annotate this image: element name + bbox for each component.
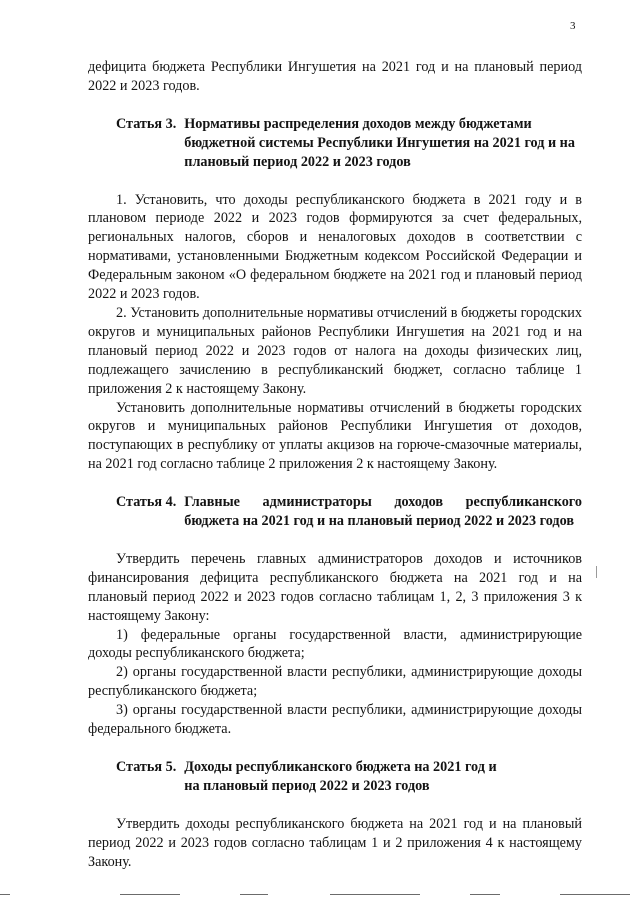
article-3-heading: [88, 115, 582, 172]
article-title: Нормативы распределения доходов между бюджетами бюджетной системы Республики Ингушетия на 2021 год и на плановый период 2022 и 2023 годов: [184, 115, 575, 170]
article-3-paragraph-1: 1. Установить, что доходы республиканского бюджета в 2021 году и в плановом периоде 2022 и 2023 годов формируются за счет федеральных, региональных налогов, сборов и неналоговых доходов в соответствии с нормативами, установленными Бюджетным кодексом Российской Федерации и Федеральным законом «О федеральном бюджете на 2021 год и плановый период 2022 и 2023 годов.: [88, 191, 582, 303]
article-3-paragraph-3: Установить дополнительные нормативы отчислений в бюджеты городских округов и муниципальных районов Республики Ингушетия от доходов, поступающих в республику от уплаты акцизов на горюче-смазочные материалы, на 2021 год согласно таблице 2 приложения 2 к настоящему Закону.: [88, 399, 582, 473]
article-4-heading: [88, 493, 582, 531]
article-4-list-item-2: 2) органы государственной власти республики, администрирующие доходы республиканского бюджета;: [88, 664, 582, 700]
intro-paragraph: дефицита бюджета Республики Ингушетия на 2021 год и на плановый период 2022 и 2023 годов.: [88, 59, 582, 94]
page-number: 3: [570, 20, 576, 32]
scan-margin-mark: [596, 566, 597, 578]
article-4-paragraph-1: Утвердить перечень главных администраторов доходов и источников финансирования дефицита республиканского бюджета на 2021 год и на плановый период 2022 и 2023 годов согласно таблицам 1, 2, 3 приложения 3 к настоящему Закону:: [88, 550, 582, 624]
article-5-heading: [88, 758, 582, 796]
article-title: Доходы республиканского бюджета на 2021 год и на плановый период 2022 и 2023 годов: [184, 759, 497, 794]
article-label: Статья 4.: [116, 494, 177, 511]
article-5-paragraph-1: Утвердить доходы республиканского бюджета на 2021 год и на плановый период 2022 и 2023 годов согласно таблицам 1 и 2 приложения 4 к настоящему Закону.: [88, 815, 582, 870]
article-title: Главные администраторы доходов республиканского бюджета на 2021 год и на плановый период 2022 и 2023 годов: [184, 494, 582, 530]
article-label: Статья 5.: [116, 759, 177, 775]
document-body: [88, 58, 582, 872]
article-4-list-item-3: 3) органы государственной власти республики, администрирующие доходы федерального бюджета.: [88, 702, 582, 738]
scan-bottom-artifact: [0, 894, 640, 898]
article-4-list-item-1: 1) федеральные органы государственной власти, администрирующие доходы республиканского бюджета;: [88, 626, 582, 662]
article-label: Статья 3.: [116, 115, 177, 132]
article-3-paragraph-2: 2. Установить дополнительные нормативы отчислений в бюджеты городских округов и муниципальных районов Республики Ингушетия на 2021 год и на плановый период 2022 и 2023 годов от налога на доходы физических лиц, подлежащего зачислению в республиканский бюджет, согласно таблице 1 приложения 2 к настоящему Закону.: [88, 304, 582, 397]
